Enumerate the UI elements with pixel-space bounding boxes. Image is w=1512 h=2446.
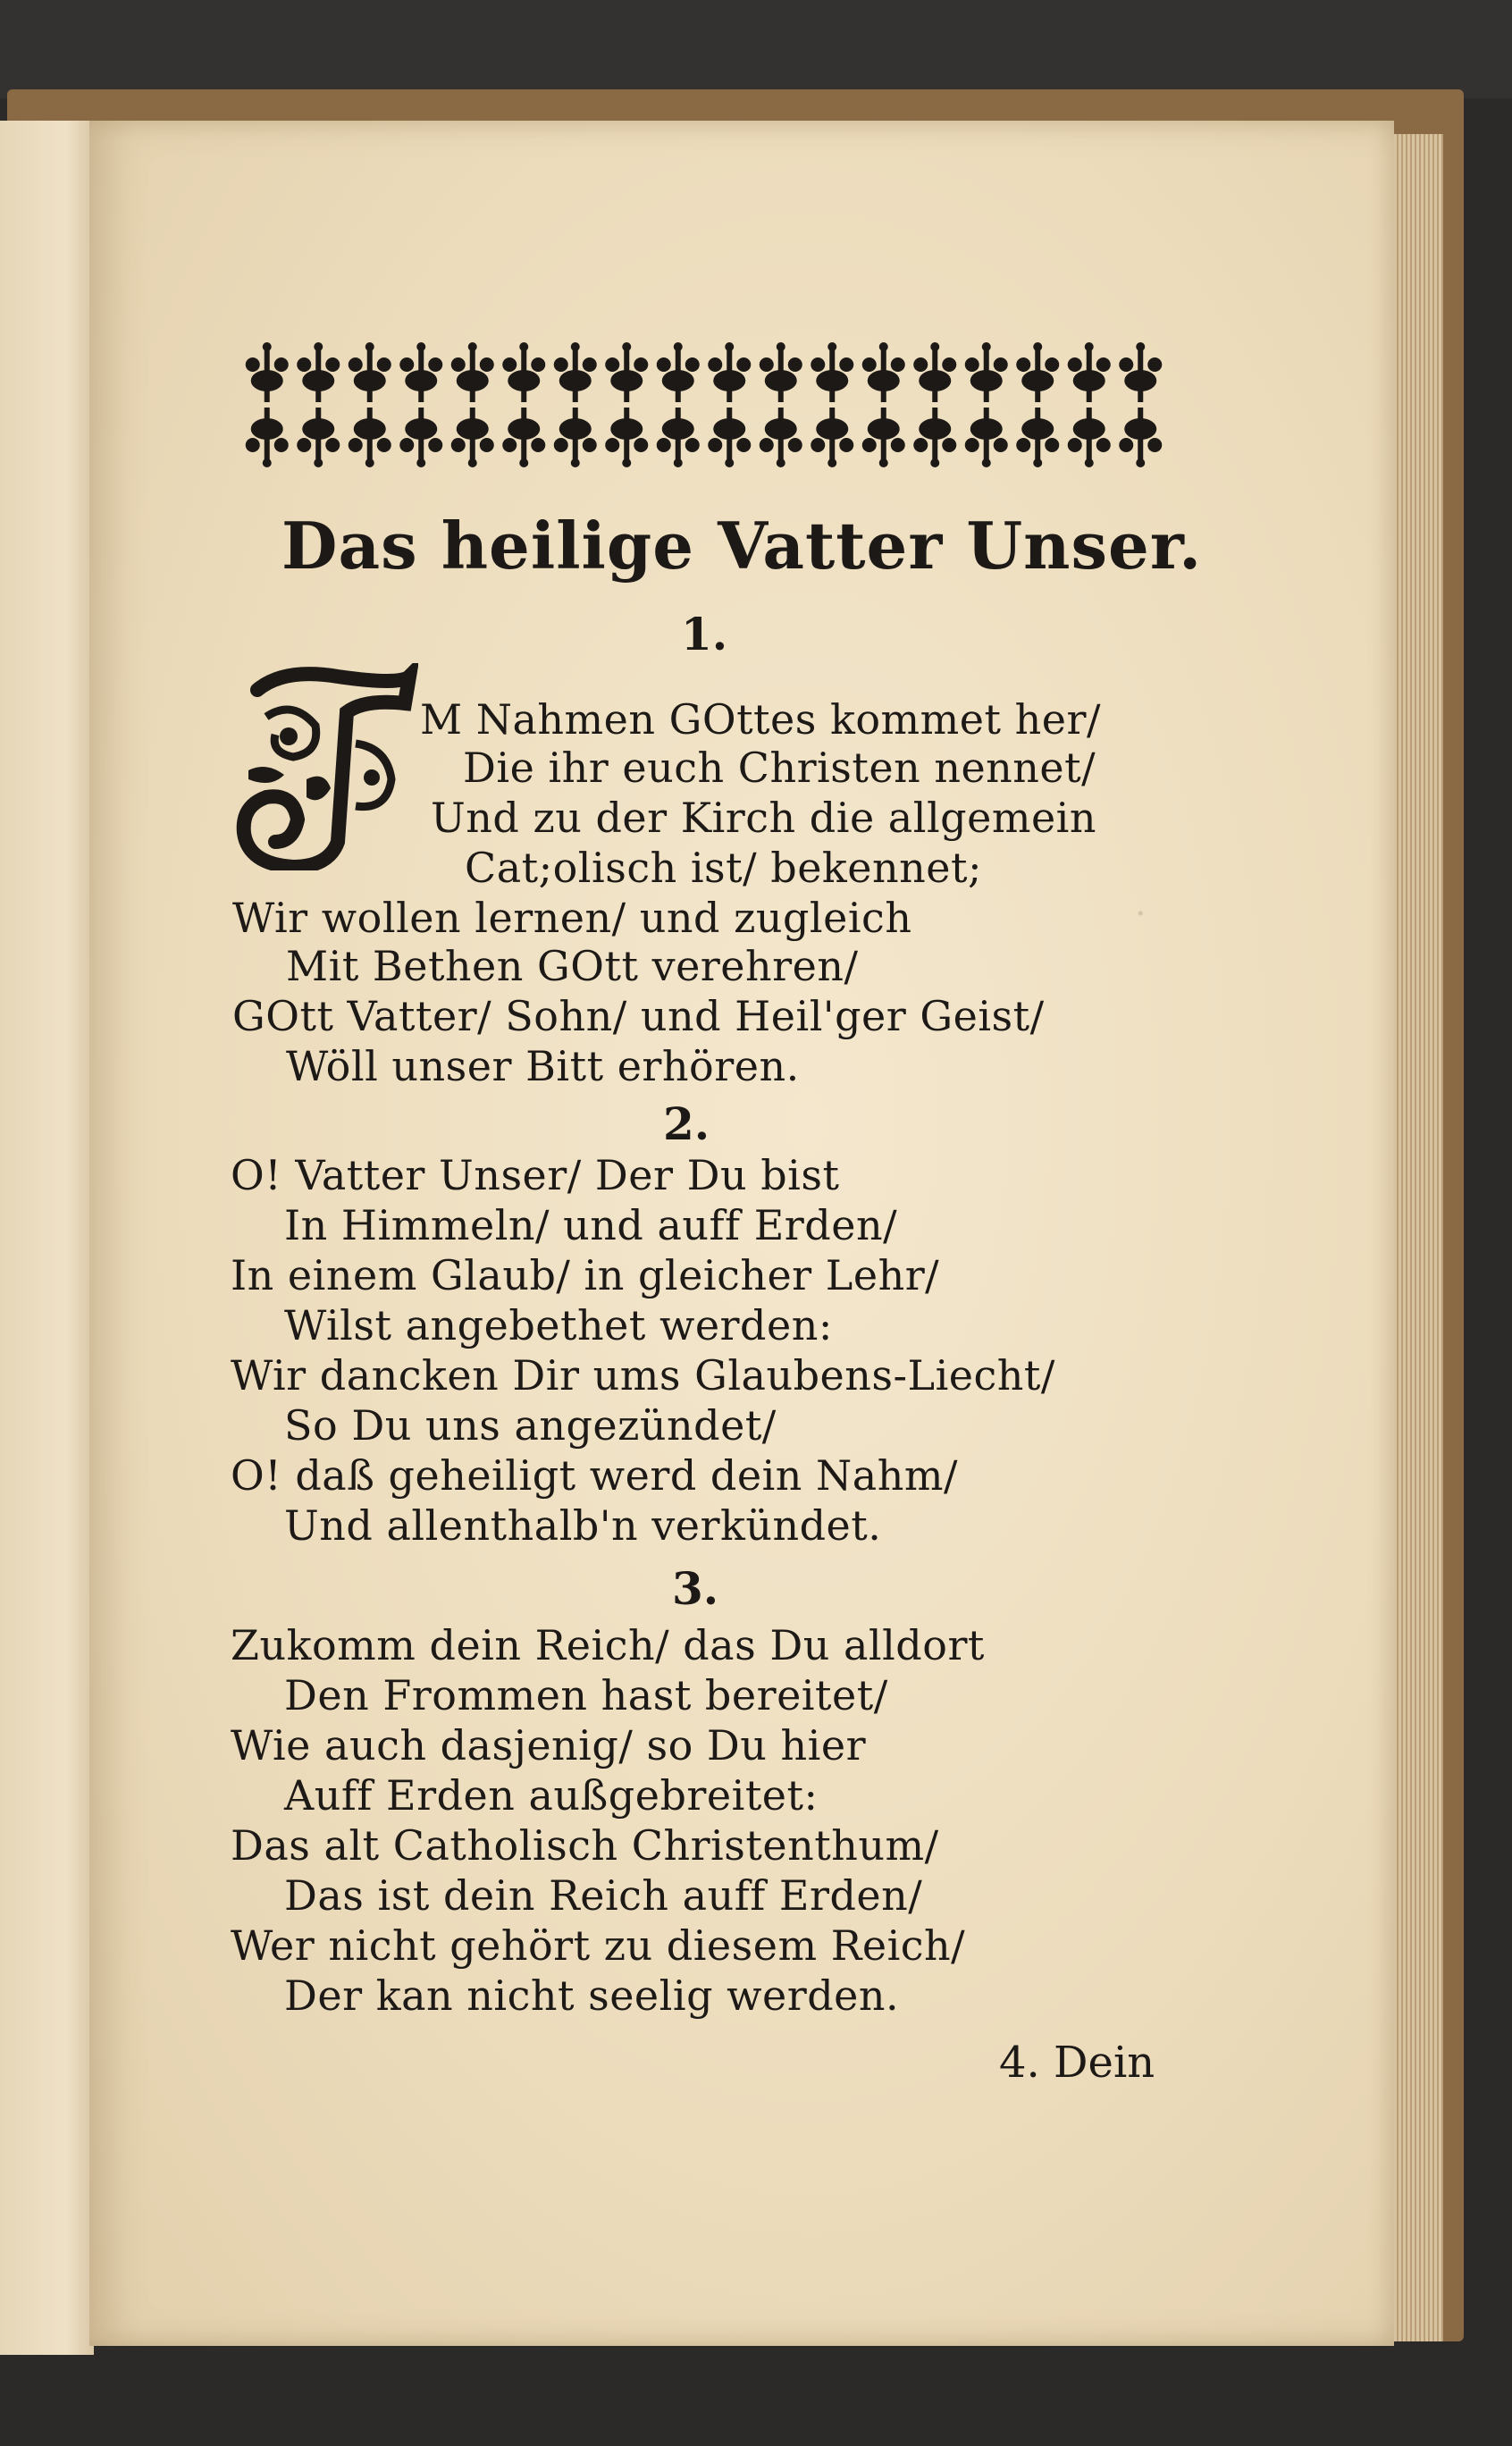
verse-line: O! daß geheiligt werd dein Nahm/	[231, 1451, 958, 1500]
stanza-number: 1.	[681, 608, 728, 660]
verse-line: Wie auch dasjenig/ so Du hier	[231, 1721, 867, 1769]
fleuron-icon	[399, 342, 442, 402]
stanza-number: 3.	[672, 1562, 719, 1615]
fleuron-icon	[965, 408, 1008, 467]
fleuron-icon	[502, 342, 545, 402]
fleuron-icon	[605, 408, 648, 467]
fleuron-icon	[297, 342, 340, 402]
fleuron-icon	[502, 408, 545, 467]
verse-line: Wir wollen lernen/ und zugleich	[232, 894, 912, 942]
verse-line: In einem Glaub/ in gleicher Lehr/	[231, 1251, 940, 1299]
left-page-edge	[0, 121, 94, 2355]
verse-line: In Himmeln/ und auff Erden/	[284, 1201, 898, 1249]
fleuron-icon	[451, 342, 494, 402]
fleuron-icon	[913, 408, 956, 467]
fleuron-icon	[708, 408, 751, 467]
fleuron-icon	[760, 408, 802, 467]
stanza-number: 2.	[663, 1097, 710, 1150]
fleuron-icon	[708, 342, 751, 402]
fleuron-icon	[451, 408, 494, 467]
fleuron-icon	[965, 342, 1008, 402]
fleuron-icon	[657, 342, 700, 402]
fleuron-icon	[1068, 342, 1111, 402]
verse-line: Den Frommen hast bereitet/	[284, 1671, 888, 1719]
verse-line: Die ihr euch Christen nennet/	[463, 744, 1096, 792]
fleuron-icon	[1119, 408, 1162, 467]
fleuron-icon	[349, 408, 391, 467]
decorated-initial-icon	[231, 663, 418, 870]
verse-line: Wir dancken Dir ums Glaubens-Liecht/	[231, 1351, 1055, 1400]
verse-line: Mit Bethen GOtt verehren/	[286, 942, 859, 990]
fleuron-icon	[399, 408, 442, 467]
verse-line: Und allenthalb'n verkündet.	[284, 1501, 882, 1550]
catchword: 4. Dein	[999, 2038, 1155, 2088]
fleuron-icon	[1119, 342, 1162, 402]
fleuron-icon	[862, 342, 905, 402]
fleuron-icon	[811, 408, 853, 467]
fleuron-icon	[554, 342, 597, 402]
verse-line: Das ist dein Reich auff Erden/	[284, 1871, 923, 1920]
fleuron-icon	[1016, 342, 1059, 402]
ornament-border-icon	[241, 338, 1166, 472]
verse-line: Wöll unser Bitt erhören.	[286, 1042, 800, 1090]
fleuron-icon	[913, 342, 956, 402]
fleuron-icon	[554, 408, 597, 467]
page-stack-edge	[1394, 134, 1443, 2341]
verse-line: O! Vatter Unser/ Der Du bist	[231, 1151, 840, 1199]
verse-line: So Du uns angezündet/	[284, 1401, 777, 1450]
verse-line: Cat;olisch ist/ bekennet;	[465, 844, 982, 892]
fleuron-icon	[657, 408, 700, 467]
fleuron-icon	[1016, 408, 1059, 467]
fleuron-icon	[246, 342, 289, 402]
fleuron-icon	[760, 342, 802, 402]
page-title: Das heilige Vatter Unser.	[281, 508, 1203, 584]
fleuron-icon	[605, 342, 648, 402]
background-top	[0, 0, 1512, 98]
verse-line: GOtt Vatter/ Sohn/ und Heil'ger Geist/	[232, 992, 1045, 1040]
fleuron-icon	[349, 342, 391, 402]
fleuron-icon	[862, 408, 905, 467]
fleuron-icon	[1068, 408, 1111, 467]
verse-line: Zukomm dein Reich/ das Du alldort	[231, 1621, 985, 1669]
verse-line: Wer nicht gehört zu diesem Reich/	[231, 1921, 966, 1970]
verse-line: Auff Erden außgebreitet:	[284, 1771, 819, 1820]
verse-line: Das alt Catholisch Christenthum/	[231, 1821, 939, 1870]
verse-line: Der kan nicht seelig werden.	[284, 1971, 900, 2020]
verse-line: M Nahmen GOttes kommet her/	[420, 695, 1101, 744]
fleuron-icon	[811, 342, 853, 402]
verse-line: Wilst angebethet werden:	[284, 1301, 833, 1349]
bleed-through-shadow: ·	[1135, 894, 1147, 935]
verse-line: Und zu der Kirch die allgemein	[431, 794, 1097, 842]
fleuron-icon	[297, 408, 340, 467]
fleuron-icon	[246, 408, 289, 467]
